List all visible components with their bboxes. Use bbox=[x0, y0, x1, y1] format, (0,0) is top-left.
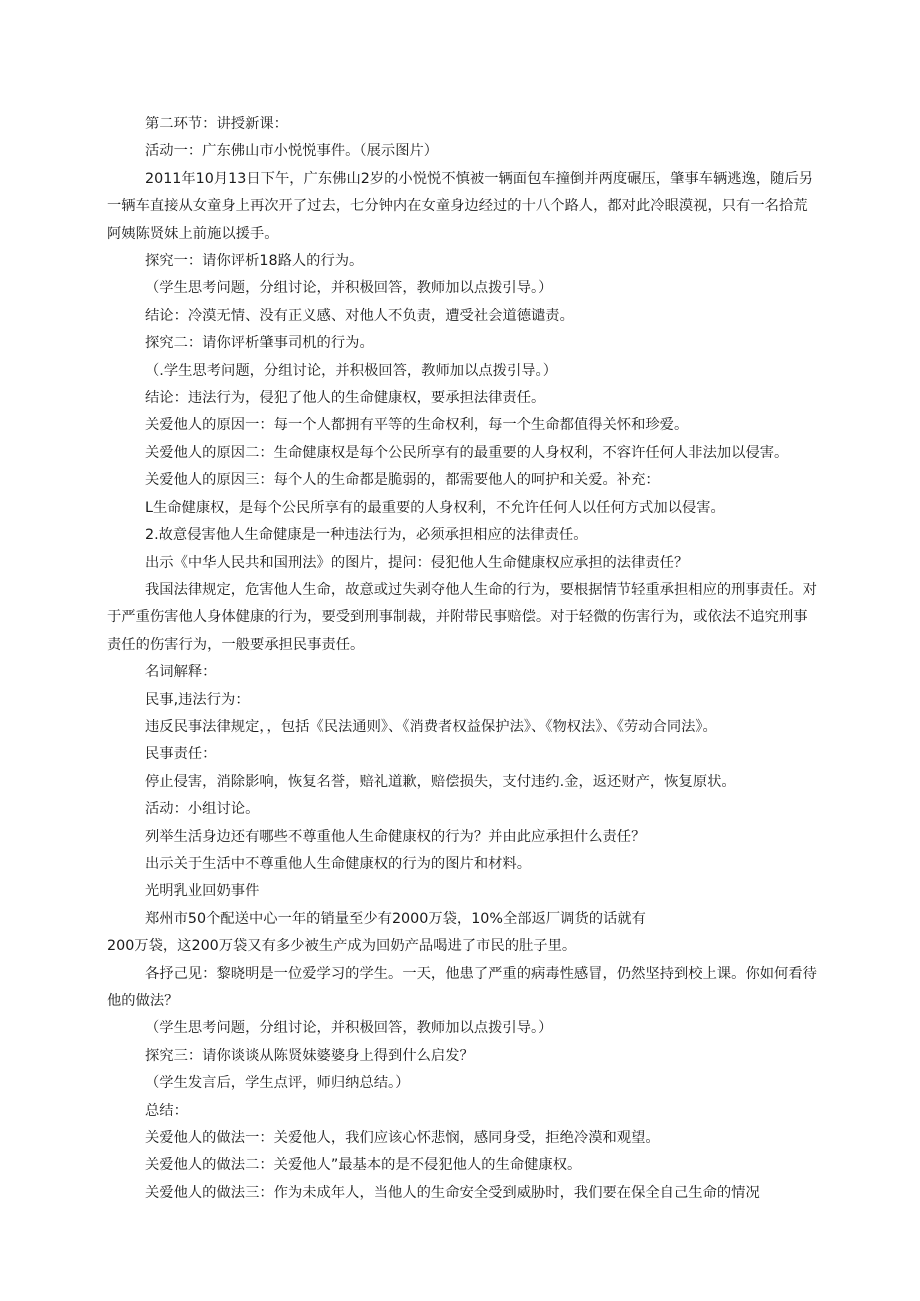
paragraph: 关爱他人的做法二：关爱他人”最基本的是不侵犯他人的生命健康权。 bbox=[145, 1157, 582, 1174]
paragraph: 列举生活身边还有哪些不尊重他人生命健康权的行为？并由此应承担什么责任？ bbox=[145, 828, 646, 845]
paragraph: 关爱他人的原因一：每一个人都拥有平等的生命权利，每一个生命都值得关怀和珍爱。 bbox=[145, 417, 689, 434]
paragraph: 各抒己见：黎晓明是一位爱学习的学生。一天，他患了严重的病毒性感冒，仍然坚持到校上课。你如何看待他的做法？ bbox=[107, 965, 817, 1009]
paragraph: 关爱他人的原因三：每个人的生命都是脆弱的，都需要他人的呵护和关爱。补充： bbox=[145, 472, 660, 489]
paragraph: 郑州市50个配送中心一年的销量至少有2000万袋，10%全部返厂调货的话就有 bbox=[145, 910, 646, 927]
paragraph: 探究一：请你评析18路人的行为。 bbox=[145, 253, 364, 270]
paragraph: 第二环节：讲授新课： bbox=[145, 116, 288, 132]
paragraph: 出示《中华人民共和国刑法》的图片，提问：侵犯他人生命健康权应承担的法律责任？ bbox=[145, 554, 689, 571]
paragraph: 结论：冷漠无情、没有正义感、对他人不负责，遭受社会道德谴责。 bbox=[145, 307, 574, 324]
paragraph: 民事,违法行为： bbox=[145, 691, 250, 708]
paragraph: 2.故意侵害他人生命健康是一种违法行为，必须承担相应的法律责任。 bbox=[145, 527, 588, 544]
paragraph: L生命健康权，是每个公民所享有的最重要的人身权利，不允许任何人以任何方式加以侵害。 bbox=[145, 499, 725, 516]
paragraph: 出示关于生活中不尊重他人生命健康权的行为的图片和材料。 bbox=[145, 855, 532, 872]
paragraph: （学生发言后，学生点评，师归纳总结。） bbox=[145, 1075, 410, 1092]
paragraph: 关爱他人的原因二：生命健康权是每个公民所享有的最重要的人身权利，不容许任何人非法加以侵害。 bbox=[145, 444, 789, 461]
paragraph: 我国法律规定，危害他人生命，故意或过失剥夺他人生命的行为，要根据情节轻重承担相应的刑事责任。对于严重伤害他人身体健康的行为，要受到刑事制裁，并附带民事赔偿。对于轻微的伤害行为，或依法不追究刑事责任的伤害行为，一般要承担民事责任。 bbox=[107, 581, 817, 653]
paragraph: 停止侵害，消除影响，恢复名誉，赔礼道歉，赔偿损失，支付违约.金，返还财产，恢复原状。 bbox=[145, 773, 736, 790]
paragraph: 探究三：请你谈谈从陈贤妹婆婆身上得到什么启发？ bbox=[145, 1047, 474, 1064]
paragraph: 光明乳业回奶事件 bbox=[145, 883, 260, 900]
paragraph: （学生思考问题，分组讨论，并积极回答，教师加以点拨引导。） bbox=[145, 1020, 553, 1037]
paragraph: 2011年10月13日下午，广东佛山2岁的小悦悦不慎被一辆面包车撞倒并两度碾压，肇事车辆逃逸，随后另一辆车直接从女童身上再次开了过去，七分钟内在女童身边经过的十八个路人，都对此冷眼漠视，只有一名拾荒阿姨陈贤妹上前施以援手。 bbox=[107, 170, 814, 242]
paragraph: 活动一：广东佛山市小悦悦事件。（展示图片） bbox=[145, 143, 439, 160]
paragraph: 200万袋，这200万袋又有多少被生产成为回奶产品喝进了市民的肚子里。 bbox=[107, 938, 577, 955]
paragraph: 关爱他人的做法一：关爱他人，我们应该心怀悲悯，感同身受，拒绝冷漠和观望。 bbox=[145, 1130, 660, 1147]
paragraph: 关爱他人的做法三：作为未成年人，当他人的生命安全受到威胁时，我们要在保全自己生命的情况 bbox=[145, 1184, 760, 1201]
paragraph: 总结： bbox=[145, 1102, 188, 1119]
document-body bbox=[107, 111, 821, 1207]
paragraph: 民事责任： bbox=[145, 746, 217, 763]
paragraph: 结论：违法行为，侵犯了他人的生命健康权，要承担法律责任。 bbox=[145, 390, 546, 407]
paragraph: 活动：小组讨论。 bbox=[145, 801, 260, 818]
paragraph: 违反民事法律规定，，包括《民法通则》、《消费者权益保护法》、《物权法》、《劳动合同法》。 bbox=[145, 718, 717, 735]
paragraph: （.学生思考问题，分组讨论，并积极回答，教师加以点拨引导。） bbox=[145, 362, 558, 379]
paragraph: 名词解释： bbox=[145, 664, 217, 681]
paragraph: （学生思考问题，分组讨论，并积极回答，教师加以点拨引导。） bbox=[145, 280, 553, 297]
paragraph: 探究二：请你评析肇事司机的行为。 bbox=[145, 335, 374, 352]
